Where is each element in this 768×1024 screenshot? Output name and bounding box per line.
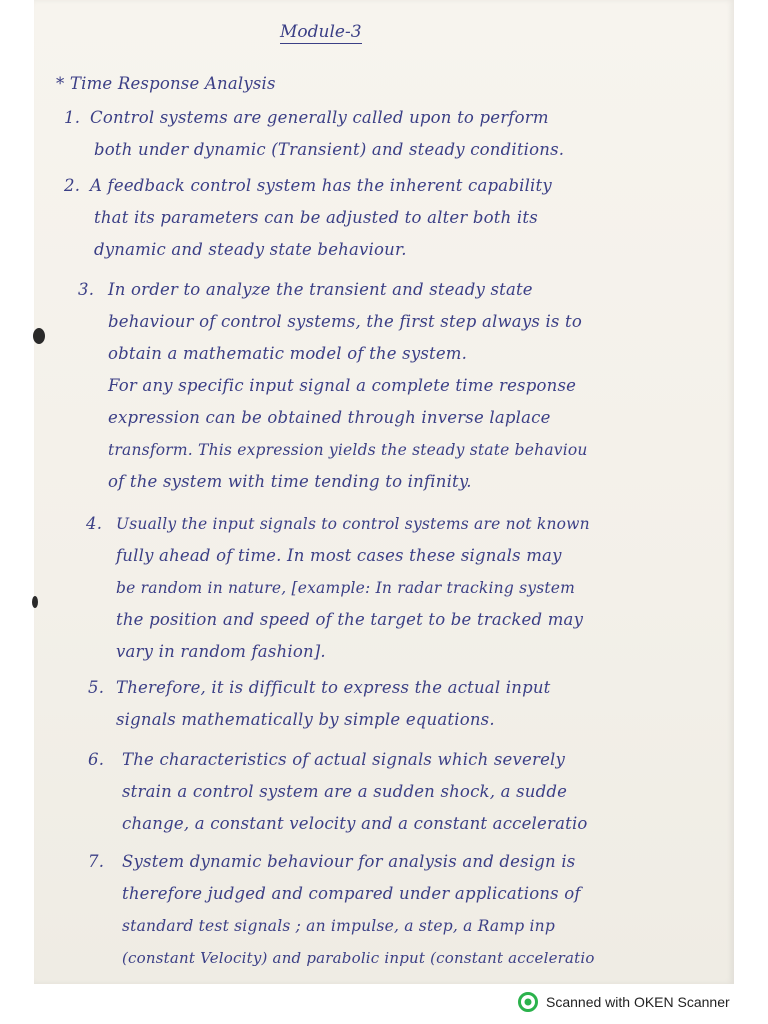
item-number: 1.	[64, 108, 81, 127]
item-line: therefore judged and compared under applications of	[122, 884, 581, 903]
list-item-3	[78, 274, 588, 498]
item-number: 7.	[88, 852, 105, 871]
item-line: transform. This expression yields the steady state behaviou	[108, 441, 588, 459]
item-line: System dynamic behaviour for analysis and design is	[122, 852, 576, 871]
item-line: A feedback control system has the inherent capability	[90, 176, 552, 195]
binder-hole	[33, 328, 45, 344]
page-title: Module-3	[280, 22, 362, 42]
scanner-watermark	[518, 990, 730, 1014]
item-line: strain a control system are a sudden shock, a sudde	[122, 782, 568, 801]
item-line: obtain a mathematic model of the system.	[108, 344, 468, 363]
list-item-1	[64, 102, 564, 166]
item-line: Therefore, it is difficult to express the actual input	[116, 678, 551, 697]
item-line: expression can be obtained through inverse laplace	[108, 408, 551, 427]
item-number: 5.	[88, 678, 105, 697]
item-line: The characteristics of actual signals which severely	[122, 750, 566, 769]
item-number: 6.	[88, 750, 105, 769]
item-line: In order to analyze the transient and steady state	[108, 280, 533, 299]
item-line: change, a constant velocity and a constant acceleratio	[122, 814, 588, 833]
item-line: Usually the input signals to control systems are not known	[116, 515, 590, 533]
binder-hole	[32, 596, 38, 608]
item-line: of the system with time tending to infinity.	[108, 472, 472, 491]
item-line: the position and speed of the target to be tracked may	[116, 610, 584, 629]
scanner-logo-icon	[518, 992, 538, 1012]
item-line: dynamic and steady state behaviour.	[94, 240, 407, 259]
item-line: behaviour of control systems, the first step always is to	[108, 312, 583, 331]
item-line: signals mathematically by simple equations.	[116, 710, 495, 729]
item-number: 2.	[64, 176, 81, 195]
item-line: that its parameters can be adjusted to alter both its	[94, 208, 538, 227]
item-number: 3.	[78, 280, 95, 299]
list-item-2	[64, 170, 552, 266]
list-item-7	[88, 846, 595, 974]
notebook-page	[34, 0, 734, 984]
item-number: 4.	[86, 514, 103, 533]
list-item-6	[88, 744, 588, 840]
item-line: (constant Velocity) and parabolic input (constant acceleratio	[122, 949, 595, 967]
item-line: Control systems are generally called upon to perform	[90, 108, 549, 127]
scanner-watermark-text: Scanned with OKEN Scanner	[546, 994, 730, 1010]
item-line: be random in nature, [example: In radar tracking system	[116, 579, 576, 597]
item-line: standard test signals ; an impulse, a step, a Ramp inp	[122, 917, 555, 935]
item-line: fully ahead of time. In most cases these signals may	[116, 546, 562, 565]
item-line: vary in random fashion].	[116, 642, 326, 661]
item-line: both under dynamic (Transient) and steady conditions.	[94, 140, 565, 159]
item-line: For any specific input signal a complete time response	[108, 376, 577, 395]
list-item-4	[86, 508, 590, 668]
list-item-5	[88, 672, 550, 736]
section-heading: * Time Response Analysis	[56, 74, 276, 93]
